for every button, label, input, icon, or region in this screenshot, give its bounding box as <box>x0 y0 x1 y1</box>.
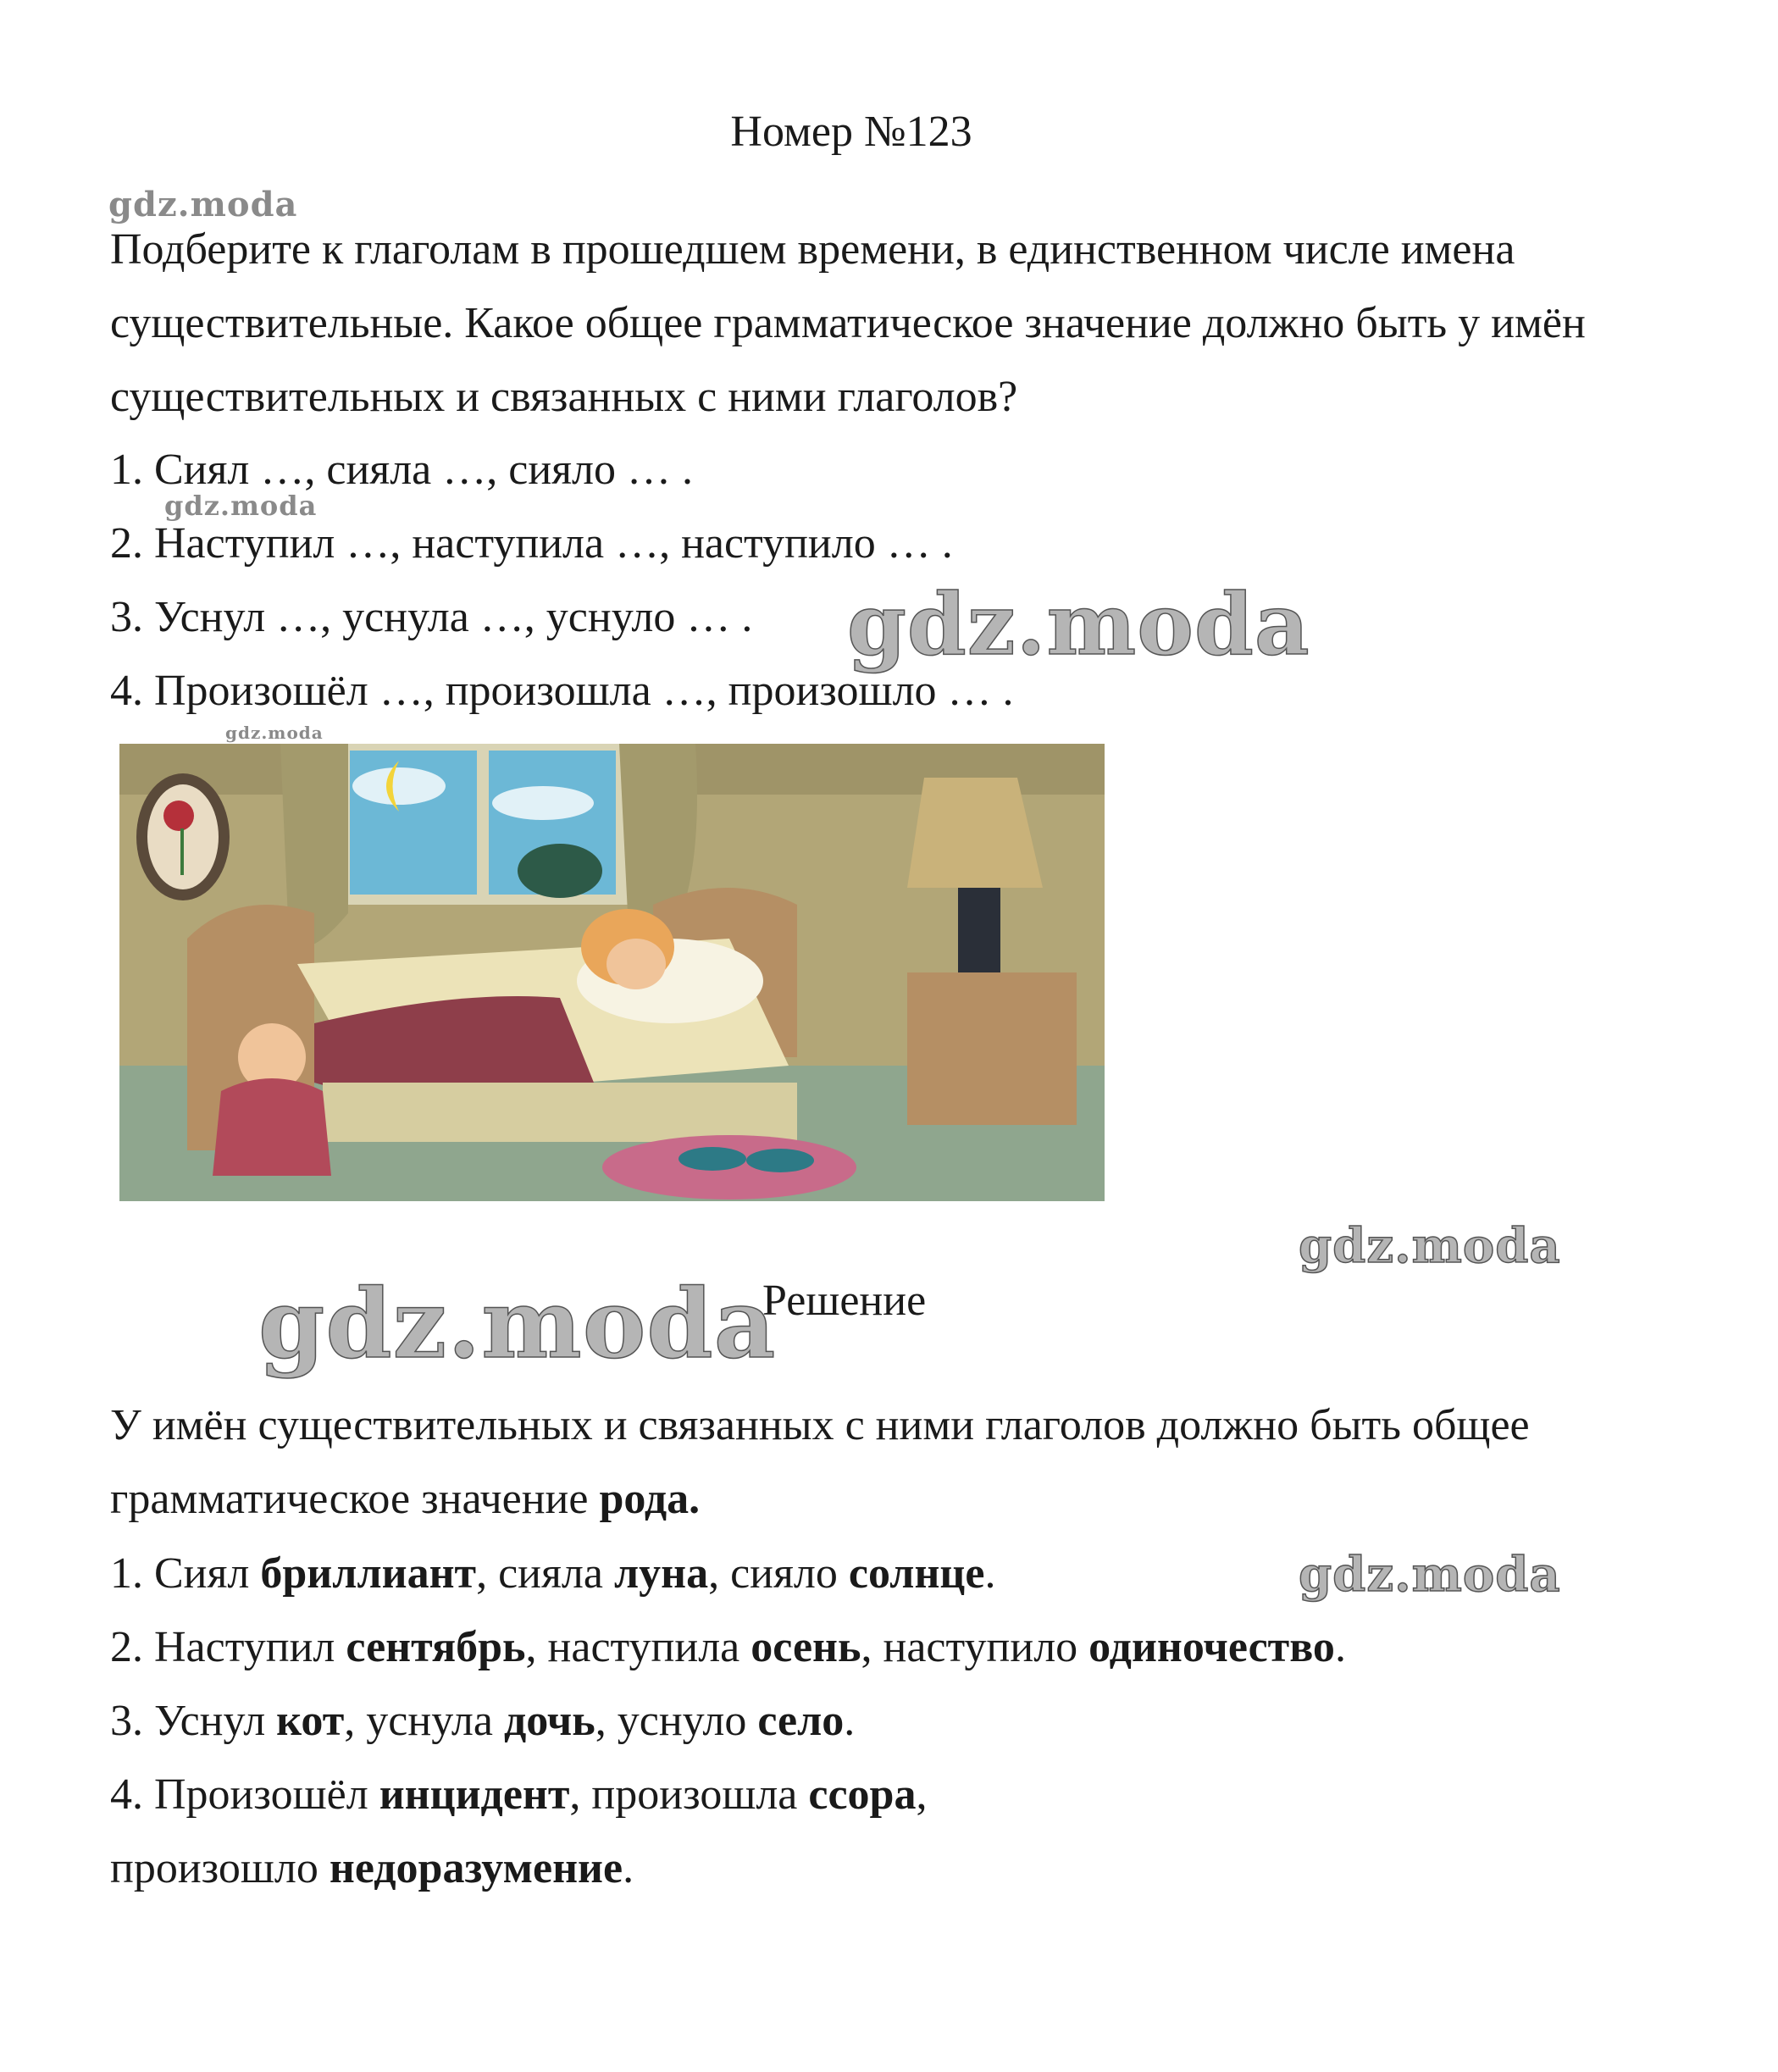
watermark: gdz.moda <box>164 490 318 522</box>
answer-text: 2. Наступил <box>110 1623 346 1671</box>
solution-intro-text: У имён существительных и связанных с ними глаголов должно быть общее грамматическое значение <box>110 1401 1530 1523</box>
answer-text: , уснуло <box>595 1697 758 1745</box>
watermark: gdz.moda <box>1299 1218 1561 1274</box>
answer-text: , наступило <box>861 1623 1089 1671</box>
answer-word: солнце <box>848 1549 985 1598</box>
solution-heading: Решение <box>762 1277 927 1325</box>
answer-text: , произошла <box>569 1770 809 1819</box>
watermark: gdz.moda <box>225 723 324 743</box>
answer-word: инцидент <box>379 1770 570 1819</box>
answer-text: . <box>984 1549 996 1598</box>
answer-text: , <box>916 1770 928 1819</box>
answer-line <box>110 1696 855 1746</box>
answer-line <box>110 1843 634 1893</box>
answer-word: сентябрь <box>346 1623 526 1671</box>
watermark: gdz.moda <box>108 185 298 224</box>
answer-word: кот <box>276 1697 345 1745</box>
task-text: Подберите к глаголам в прошедшем времени, в единственном числе имена существительные. Какое общее грамматическое значение должно быть у имён существительных и связанных с ними глаголов? <box>110 225 1586 421</box>
answer-text: , уснула <box>344 1697 504 1745</box>
watermark: gdz.moda <box>1299 1547 1561 1603</box>
answer-word: ссора <box>808 1770 917 1819</box>
answer-word: дочь <box>503 1697 595 1745</box>
answer-line <box>110 1770 927 1820</box>
bedroom-illustration <box>119 744 1105 1201</box>
answer-text: . <box>1334 1623 1346 1671</box>
answer-text: , наступила <box>525 1623 751 1671</box>
answer-word: село <box>757 1697 845 1745</box>
answer-word: луна <box>613 1549 709 1598</box>
answer-word: одиночество <box>1088 1623 1335 1671</box>
page-title: Номер №123 <box>730 108 972 156</box>
task-item: 2. Наступил …, наступила …, наступило … . <box>110 519 953 568</box>
answer-text: 1. Сиял <box>110 1549 261 1598</box>
task-item: 1. Сиял …, сияла …, сияло … . <box>110 446 694 494</box>
answer-text: . <box>844 1697 856 1745</box>
answer-text: . <box>623 1844 634 1892</box>
answer-text: 3. Уснул <box>110 1697 277 1745</box>
answer-word: недоразумение <box>329 1844 623 1892</box>
answer-word: бриллиант <box>260 1549 477 1598</box>
watermark: gdz.moda <box>258 1269 777 1380</box>
solution-intro <box>110 1388 1652 1536</box>
answer-line <box>110 1622 1346 1672</box>
solution-intro-bold: рода. <box>599 1475 701 1523</box>
answer-line <box>110 1548 995 1598</box>
task-item: 4. Произошёл …, произошла …, произошло … . <box>110 667 1014 715</box>
answer-text: 4. Произошёл <box>110 1770 379 1819</box>
answer-text: произошло <box>110 1844 330 1892</box>
answer-text: , сияла <box>476 1549 614 1598</box>
answer-text: , сияло <box>708 1549 849 1598</box>
watermark: gdz.moda <box>847 574 1310 674</box>
task-item: 3. Уснул …, уснула …, уснуло … . <box>110 593 753 641</box>
answer-word: осень <box>751 1623 861 1671</box>
